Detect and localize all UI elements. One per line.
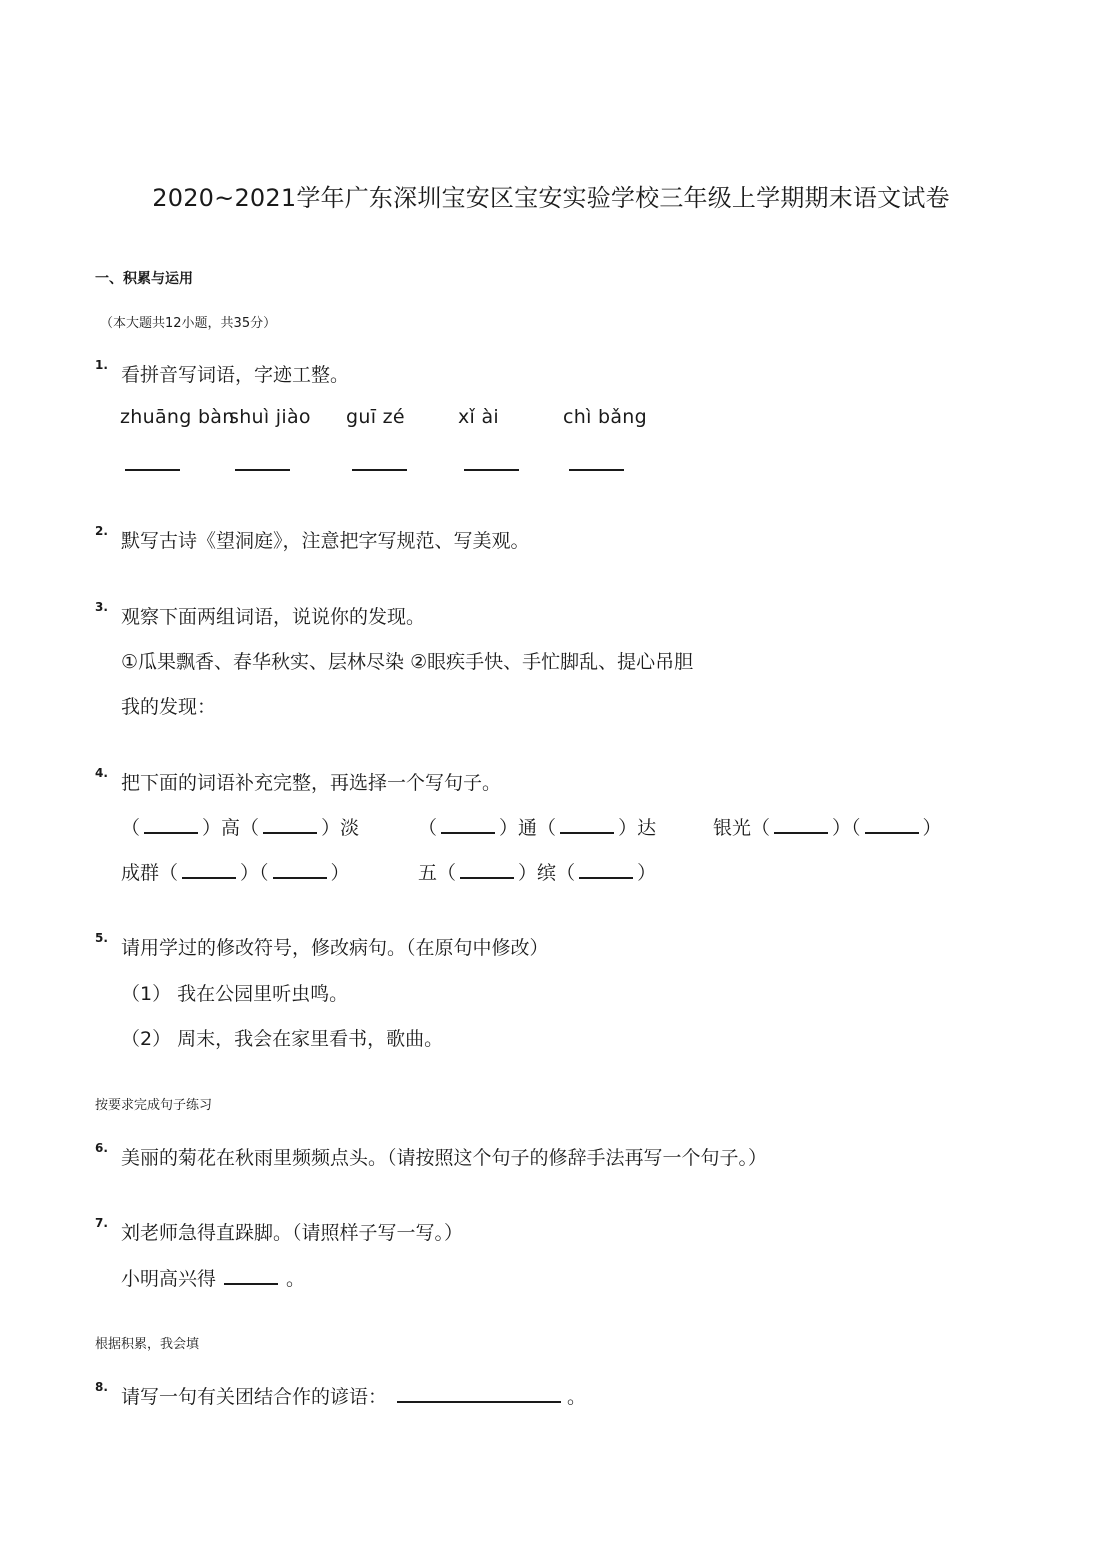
question-text: 美丽的菊花在秋雨里频频点头。（请按照这个句子的修辞手法再写一个句子。）	[121, 1147, 768, 1169]
question-number: 8.	[95, 1380, 108, 1394]
sub-item-text: 我在公园里听虫鸣。	[177, 983, 349, 1005]
question-number: 3.	[95, 600, 108, 614]
sub-item	[121, 1024, 443, 1051]
given-char: 银光	[713, 817, 752, 839]
answer-blank[interactable]	[144, 818, 198, 834]
page-title: 2020~2021学年广东深圳宝安区宝安实验学校三年级上学期期末语文试卷	[152, 184, 950, 212]
fill-item: 成群（ ）（ ）	[121, 862, 350, 884]
sub-item-label: （2）	[121, 1028, 172, 1050]
section-note: 根据积累，我会填	[95, 1337, 200, 1352]
answer-blank[interactable]	[235, 469, 290, 471]
section-heading: 一、积累与运用	[95, 271, 193, 287]
question-number: 5.	[95, 931, 108, 945]
question-text: 默写古诗《望洞庭》，注意把字写规范、写美观。	[121, 530, 530, 552]
fill-item: （ ）通（ ）达	[418, 817, 657, 839]
prompt-text: 我的发现：	[121, 696, 217, 718]
given-char: 淡	[340, 817, 360, 839]
given-char: 成群	[121, 862, 160, 884]
prompt-line	[121, 1264, 305, 1291]
answer-blank[interactable]	[352, 469, 407, 471]
word-groups: ①瓜果飘香、春华秋实、层林尽染 ②眼疾手快、手忙脚乱、提心吊胆	[121, 651, 694, 673]
fill-item: 银光（ ）（ ）	[713, 817, 942, 839]
sub-item-label: （1）	[121, 983, 172, 1005]
answer-blank[interactable]	[224, 1269, 278, 1285]
question-text	[121, 1382, 586, 1409]
answer-blank[interactable]	[865, 818, 919, 834]
section-note: （本大题共12小题，共35分）	[100, 316, 277, 331]
answer-blank[interactable]	[397, 1387, 561, 1403]
fill-item: 五（ ）缤（ ）	[418, 862, 657, 884]
answer-blank[interactable]	[464, 469, 519, 471]
pinyin: xǐ ài	[458, 406, 499, 428]
fill-item: （ ）高（ ）淡	[121, 817, 360, 839]
question-text: 观察下面两组词语，说说你的发现。	[121, 606, 426, 628]
question-number: 7.	[95, 1216, 108, 1230]
given-char: 高	[221, 817, 241, 839]
section-note: 按要求完成句子练习	[95, 1098, 213, 1113]
answer-blank[interactable]	[263, 818, 317, 834]
answer-blank[interactable]	[182, 863, 236, 879]
punctuation: 。	[567, 1386, 587, 1408]
answer-blank[interactable]	[560, 818, 614, 834]
question-text: 看拼音写词语，字迹工整。	[121, 364, 350, 386]
answer-blank[interactable]	[441, 818, 495, 834]
given-char: 达	[637, 817, 657, 839]
given-char: 通	[518, 817, 538, 839]
answer-blank[interactable]	[460, 863, 514, 879]
pinyin: chì bǎng	[563, 406, 648, 428]
answer-blank[interactable]	[569, 469, 624, 471]
answer-blank[interactable]	[273, 863, 327, 879]
answer-blank[interactable]	[579, 863, 633, 879]
sub-item	[121, 979, 348, 1006]
question-text: 刘老师急得直跺脚。（请照样子写一写。）	[121, 1222, 464, 1244]
punctuation: 。	[286, 1268, 306, 1290]
given-char: 缤	[537, 862, 557, 884]
answer-blank[interactable]	[774, 818, 828, 834]
answer-blank[interactable]	[125, 469, 180, 471]
pinyin: zhuāng bàn	[120, 406, 235, 428]
prompt-text: 小明高兴得	[121, 1268, 217, 1290]
sub-item-text: 周末，我会在家里看书，歌曲。	[177, 1028, 444, 1050]
pinyin: guī zé	[346, 406, 405, 428]
question-text: 请用学过的修改符号，修改病句。（在原句中修改）	[121, 937, 549, 959]
question-number: 2.	[95, 524, 108, 538]
pinyin: shuì jiào	[229, 406, 311, 428]
question-text-main: 请写一句有关团结合作的谚语：	[121, 1386, 388, 1408]
question-text: 把下面的词语补充完整，再选择一个写句子。	[121, 772, 502, 794]
question-number: 6.	[95, 1141, 108, 1155]
question-number: 1.	[95, 358, 108, 372]
question-number: 4.	[95, 766, 108, 780]
given-char: 五	[418, 862, 438, 884]
